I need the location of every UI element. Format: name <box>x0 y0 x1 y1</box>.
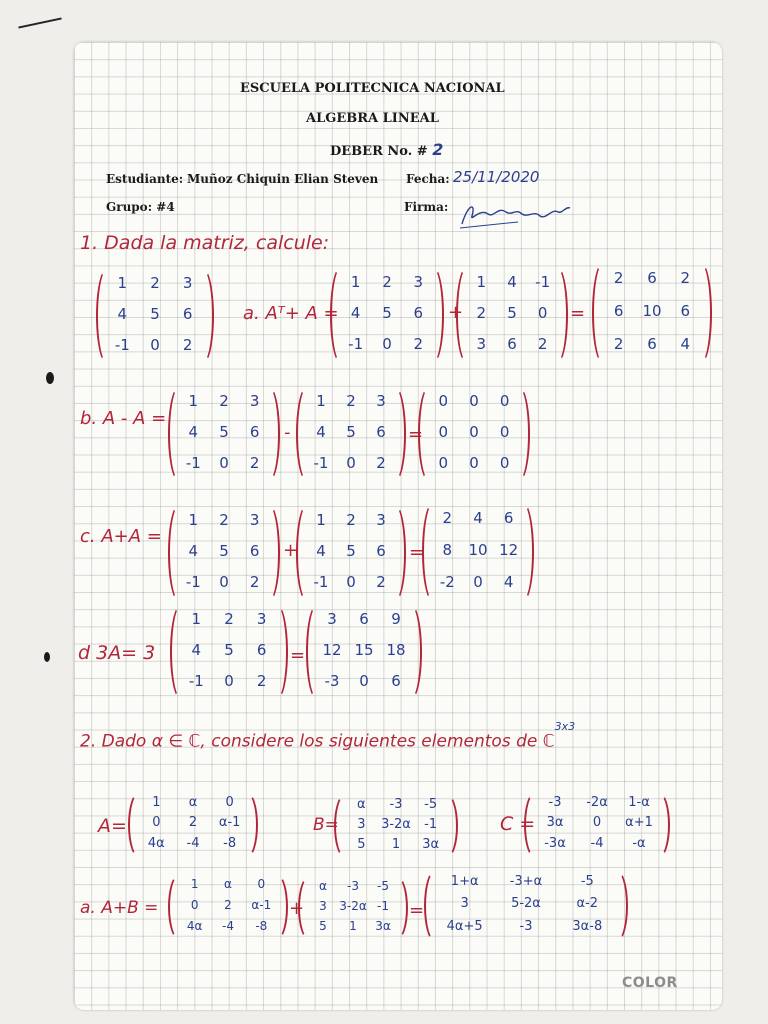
firma-label: Firma: <box>404 200 449 214</box>
matrix-cell: 5 <box>319 919 327 933</box>
matrix-cell: -3 <box>548 794 562 810</box>
right-parenthesis <box>386 876 408 940</box>
matrix-cell: 4α+5 <box>446 919 483 935</box>
minus-sign: - <box>284 422 291 443</box>
matrix-cell: 12 <box>322 640 342 659</box>
matrix-cell: -1 <box>377 899 389 913</box>
matrix-cell: 0 <box>438 392 449 411</box>
matrix-cell: 9 <box>391 610 401 629</box>
matrix-cell: 2 <box>376 453 386 472</box>
right-parenthesis <box>508 386 530 482</box>
equals-sign: = <box>409 542 425 563</box>
matrix-cell: 6 <box>413 303 424 322</box>
matrix-cell: 3α <box>546 815 564 831</box>
matrix-cell: 4α <box>186 918 203 933</box>
matrix-cell: 0 <box>224 671 234 690</box>
matrix-cell: 0 <box>219 453 229 472</box>
school-name: ESCUELA POLITECNICA NACIONAL <box>240 81 505 96</box>
plus-sign: + <box>448 302 464 323</box>
matrix-cell: α <box>319 879 327 893</box>
student-label: Estudiante: <box>106 172 184 186</box>
matrix-cell: α <box>188 794 198 810</box>
matrix-cell: 2 <box>476 303 487 322</box>
matrix-cell: 4 <box>507 272 517 291</box>
punch-hole <box>44 652 50 662</box>
matrix-cell: 0 <box>225 794 234 810</box>
matrix-cell: α-1 <box>218 815 241 831</box>
part-a-label: a. Aᵀ+ A = <box>243 303 339 324</box>
right-parenthesis <box>384 504 406 602</box>
matrix-cell: -3α <box>544 836 566 852</box>
matrix-cell: 1-α <box>628 794 650 810</box>
punch-hole <box>46 372 54 384</box>
right-parenthesis <box>258 386 280 482</box>
matrix-cell: 2 <box>249 453 260 472</box>
matrix-cell: 4 <box>473 509 483 527</box>
matrix-cell: 0 <box>537 303 548 322</box>
matrix-cell: 2 <box>346 510 356 529</box>
matrix-cell: 0 <box>499 453 510 472</box>
matrix-cell: 5 <box>219 541 229 560</box>
matrix-cell: α-1 <box>251 897 272 912</box>
matrix-cell: 6 <box>249 422 260 441</box>
matrix-cell: 0 <box>219 573 229 592</box>
matrix-cell: 0 <box>152 815 161 831</box>
matrix-cell: -4 <box>186 836 200 852</box>
matrix-cell: 2 <box>376 573 386 592</box>
matrix-cell: -1 <box>185 573 201 592</box>
matrix-cell: 3 <box>413 272 424 291</box>
matrix-cell: -3 <box>347 879 359 893</box>
right-parenthesis <box>512 502 534 602</box>
course-title: ALGEBRA LINEAL <box>306 111 439 126</box>
matrix-cell: 12 <box>499 541 519 559</box>
matrix-cell: 5 <box>346 422 356 441</box>
matrix-cell: -5 <box>424 796 438 812</box>
equals-sign: = <box>570 303 586 324</box>
matrix-cell: 0 <box>592 815 602 831</box>
matrix-cell: 0 <box>346 453 356 472</box>
matrix-cell: 0 <box>150 335 160 354</box>
notebook-brand-logo: COLOR <box>622 975 678 991</box>
matrix-cell: -8 <box>255 918 268 933</box>
matrix-cell: 3α <box>422 836 440 852</box>
matrix-cell: -4 <box>590 836 604 852</box>
matrix-cell: 5-2α <box>511 896 541 912</box>
matrix-cell: 10 <box>468 541 488 559</box>
matrix-cell: 6 <box>680 301 691 320</box>
matrix-cell: 6 <box>376 541 386 560</box>
matrix-cell: 6 <box>182 304 193 323</box>
matrix-cell: 5 <box>507 303 517 322</box>
matrix-cell: 6 <box>647 269 657 288</box>
matrix-cell: 3α-8 <box>572 919 603 935</box>
matrix-cell: 2 <box>256 671 267 690</box>
matrix-cell: 18 <box>386 640 406 659</box>
deber-number: 2 <box>432 140 444 159</box>
matrix-cell: 8 <box>442 541 453 559</box>
matrix-cell: 0 <box>469 422 479 441</box>
matrix-cell: 2 <box>382 272 392 291</box>
matrix-cell: 2 <box>442 509 453 527</box>
right-parenthesis <box>606 870 628 942</box>
matrix-cell: 4 <box>503 573 514 591</box>
matrix-cell: 2 <box>680 269 691 288</box>
matrix-cell: 0 <box>346 573 356 592</box>
matrix-cell: 0 <box>469 453 479 472</box>
matrix-cell: 2 <box>413 335 424 354</box>
matrix-cell: 6 <box>376 422 386 441</box>
matrix-cell: 4 <box>117 304 128 323</box>
right-parenthesis <box>546 266 568 364</box>
matrix-cell: 2 <box>150 274 160 293</box>
matrix-cell: 2 <box>346 392 356 411</box>
matrix-cell: 5 <box>219 422 229 441</box>
matrix-cell: 2 <box>188 815 198 831</box>
matrix-cell: 2 <box>182 335 193 354</box>
matrix-cell: -3 <box>324 671 340 690</box>
matrix-cell: 0 <box>438 422 449 441</box>
matrix-cell: 4 <box>316 422 326 441</box>
part-b-label: b. A - A = <box>80 408 167 429</box>
right-parenthesis <box>384 386 406 482</box>
matrix-cell: 6 <box>647 334 657 353</box>
matrix-cell: 3 <box>249 510 260 529</box>
matrix-cell: -2 <box>439 573 455 591</box>
matrix-cell: 4 <box>188 541 199 560</box>
matrix-cell: 0 <box>438 453 449 472</box>
matrix-cell: 1 <box>190 877 199 892</box>
matrix-cell: 3-2α <box>339 899 367 913</box>
matrix-cell: -1 <box>114 335 130 354</box>
part-d-label: d 3A= 3 <box>78 642 156 664</box>
matrix-cell: 5 <box>357 836 366 852</box>
matrix-cell: 0 <box>190 897 199 912</box>
matrix-cell: 0 <box>382 335 392 354</box>
matrix-cell: 2 <box>224 610 234 629</box>
matrix-cell: -4 <box>222 918 234 933</box>
matrix-cell: 4 <box>680 334 691 353</box>
matrix-cell: 5 <box>382 303 392 322</box>
matrix-cell: 3 <box>182 274 193 293</box>
right-parenthesis <box>400 604 422 700</box>
right-parenthesis <box>236 792 258 858</box>
matrix-cell: 6 <box>256 640 267 659</box>
right-parenthesis <box>258 504 280 602</box>
matrix-cell: 6 <box>507 335 517 354</box>
matrix-cell: 1 <box>191 610 202 629</box>
part-2a-label: a. A+B = <box>80 898 159 918</box>
pen-mark <box>18 17 61 28</box>
problem-1-prompt: 1. Dada la matriz, calcule: <box>80 232 330 254</box>
matrix-cell: 2 <box>613 334 624 353</box>
matrix-cell: 6 <box>359 610 369 629</box>
matrix-cell: 6 <box>249 541 260 560</box>
matrix-cell: -3 <box>519 919 533 935</box>
matrix-cell: 0 <box>473 573 483 591</box>
student-name: Muñoz Chiquin Elian Steven <box>187 172 379 186</box>
matrix-cell: 2 <box>224 897 232 912</box>
right-parenthesis <box>690 262 712 364</box>
matrix-cell: 1 <box>152 794 161 810</box>
matrix-cell: 1 <box>350 272 361 291</box>
equals-sign: = <box>408 424 424 445</box>
matrix-cell: 1 <box>316 392 326 411</box>
matrix-cell: 2 <box>613 269 624 288</box>
plus-sign: + <box>283 540 299 561</box>
part-c-label: c. A+A = <box>80 526 162 547</box>
matrix-cell: 2 <box>219 392 229 411</box>
matrix-cell: α+1 <box>625 815 653 831</box>
matrix-cell: -1 <box>348 335 364 354</box>
matrix-cell: -3 <box>389 796 403 812</box>
matrix-cell: -α <box>632 836 646 852</box>
problem-2-prompt: 2. Dado α ∈ ℂ, considere los siguientes elementos de ℂ$^{3x3}$ <box>80 720 576 752</box>
matrix-cell: 1 <box>476 272 487 291</box>
matrix-cell: 2 <box>537 335 548 354</box>
fecha-label: Fecha: <box>406 172 450 186</box>
equals-sign: = <box>409 900 425 921</box>
matrix-cell: 1 <box>188 510 199 529</box>
matrix-cell: 6 <box>613 301 624 320</box>
matrix-cell: 3 <box>476 335 487 354</box>
matrix-cell: 3 <box>357 816 366 832</box>
right-parenthesis <box>192 268 214 364</box>
matrix-cell: 3 <box>460 896 469 912</box>
right-parenthesis <box>266 604 288 700</box>
right-parenthesis <box>648 792 670 858</box>
matrix-cell: 15 <box>354 640 374 659</box>
matrix-cell: -1 <box>313 453 329 472</box>
matrix-cell: 4 <box>188 422 199 441</box>
matrix-cell: α <box>357 796 366 812</box>
matrix-B-label: B= <box>313 815 339 835</box>
matrix-cell: 1 <box>349 919 357 933</box>
matrix-C-label: C = <box>500 813 536 835</box>
matrix-cell: 2 <box>219 510 229 529</box>
matrix-cell: 0 <box>499 422 510 441</box>
matrix-cell: -1 <box>535 272 551 291</box>
matrix-cell: 10 <box>642 301 662 320</box>
matrix-cell: -1 <box>185 453 201 472</box>
matrix-cell: 3-2α <box>381 816 411 832</box>
matrix-A-label: A= <box>98 815 127 837</box>
matrix-cell: 0 <box>499 392 510 411</box>
matrix-cell: 3 <box>327 610 337 629</box>
right-parenthesis <box>436 794 458 858</box>
matrix-cell: 1 <box>391 836 401 852</box>
matrix-cell: 1 <box>117 274 128 293</box>
matrix-cell: -5 <box>580 873 594 889</box>
matrix-cell: 1+α <box>450 873 479 889</box>
matrix-cell: 5 <box>150 304 160 323</box>
matrix-cell: 6 <box>391 671 401 690</box>
right-parenthesis <box>266 874 288 940</box>
matrix-cell: -3+α <box>509 873 543 889</box>
matrix-cell: 3 <box>376 392 386 411</box>
matrix-cell: 6 <box>503 509 514 527</box>
matrix-cell: α-2 <box>576 896 599 912</box>
superscript-3x3: 3x3 <box>554 720 576 733</box>
signature-image <box>458 198 574 230</box>
matrix-cell: -2α <box>586 794 608 810</box>
equals-sign: = <box>290 645 306 666</box>
fecha-value: 25/11/2020 <box>453 168 540 186</box>
matrix-cell: 1 <box>188 392 199 411</box>
deber-label: DEBER No. # 2 <box>330 140 444 159</box>
matrix-cell: 3 <box>249 392 260 411</box>
matrix-cell: 4 <box>350 303 361 322</box>
matrix-cell: -1 <box>188 671 204 690</box>
matrix-cell: 3α <box>375 919 391 933</box>
matrix-cell: 0 <box>257 877 266 892</box>
matrix-cell: 1 <box>316 510 326 529</box>
matrix-cell: 0 <box>359 671 369 690</box>
matrix-cell: 3 <box>319 899 327 913</box>
matrix-cell: -1 <box>424 816 438 832</box>
matrix-cell: 0 <box>469 392 479 411</box>
matrix-cell: 3 <box>256 610 267 629</box>
matrix-cell: α <box>224 877 232 892</box>
matrix-cell: 4α <box>147 836 165 852</box>
plus-sign: + <box>289 898 305 919</box>
right-parenthesis <box>422 266 444 364</box>
grupo-label: Grupo: #4 <box>106 200 175 214</box>
matrix-cell: -5 <box>377 879 389 893</box>
matrix-cell: 5 <box>224 640 234 659</box>
matrix-cell: 3 <box>376 510 386 529</box>
matrix-cell: -1 <box>313 573 329 592</box>
matrix-cell: 2 <box>249 573 260 592</box>
matrix-cell: 4 <box>316 541 326 560</box>
matrix-cell: 5 <box>346 541 356 560</box>
matrix-cell: -8 <box>223 836 237 852</box>
matrix-cell: 4 <box>191 640 202 659</box>
